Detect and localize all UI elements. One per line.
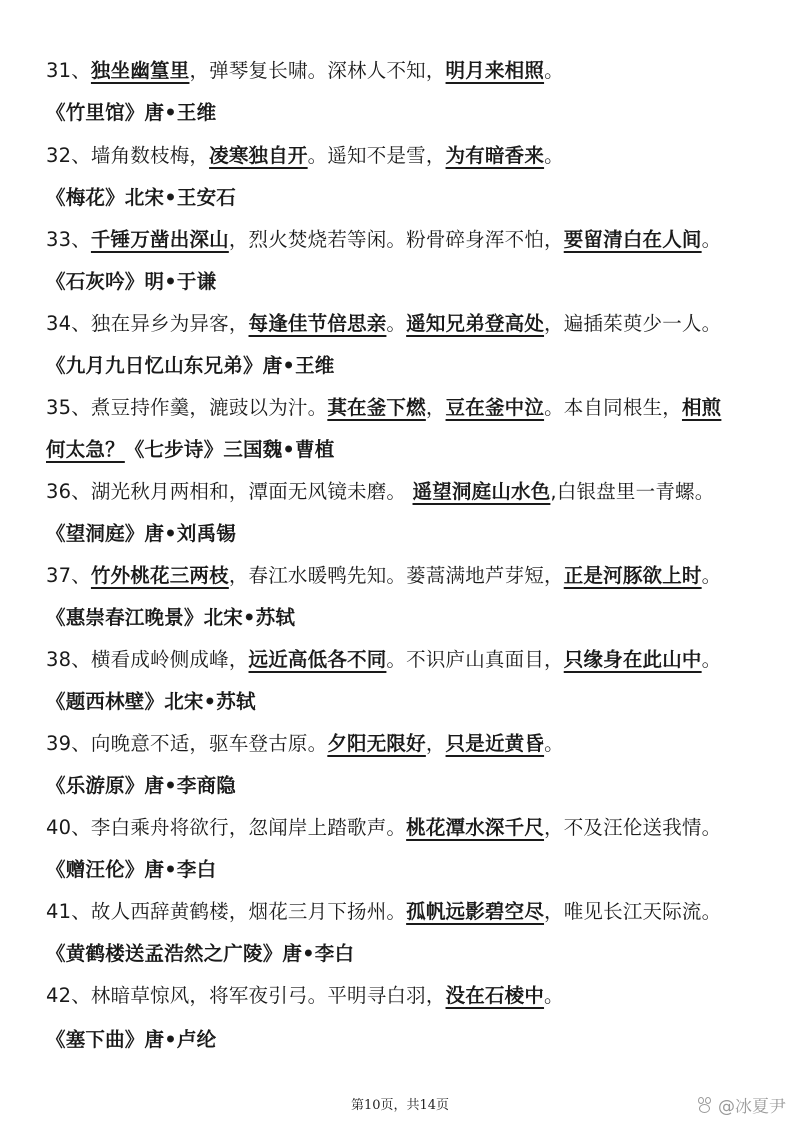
poem-line [46,227,760,253]
poem-line [46,395,760,421]
watermark [696,1092,786,1117]
poem-line [46,983,760,1009]
poem-line [46,143,760,169]
text-segment: 34、独在异乡为异客， [46,312,249,335]
highlighted-verse: 千锤万凿出深山 [90,228,229,251]
highlighted-verse: 桃花潭水深千尺 [406,816,545,839]
text-segment: 《塞下曲》唐•卢纶 [46,1028,217,1051]
highlighted-verse: 只是近黄昏 [445,732,545,755]
poem-source [46,857,760,883]
poem-line [46,815,760,841]
highlighted-verse: 为有暗香来 [445,144,545,167]
poem-source [46,521,760,547]
poem-line [46,563,760,589]
poem-source [46,1027,760,1053]
text-segment: 。 [544,984,564,1007]
text-segment: 。 [701,648,722,671]
text-segment: 42、林暗草惊风，将军夜引弓。平明寻白羽， [46,984,446,1007]
poem-source [46,100,760,126]
text-segment: 40、李白乘舟将欲行，忽闻岸上踏歌声。 [46,816,407,839]
poem-source [46,185,760,211]
paw-icon [696,1097,714,1113]
text-segment: 。不识庐山真面目， [386,648,564,671]
text-segment: 31、 [46,59,91,82]
highlighted-verse: 遥望洞庭山水色 [412,480,551,503]
text-segment: 38、横看成岭侧成峰， [46,648,249,671]
highlighted-verse: 只缘身在此山中 [563,648,702,671]
text-segment: 《石灰吟》明•于谦 [46,270,217,293]
text-segment: 35、煮豆持作羹，漉豉以为汁。 [46,396,328,419]
poem-line [46,647,760,673]
poem-line [46,479,760,505]
text-segment: 39、向晚意不适，驱车登古原。 [46,732,328,755]
text-segment: 《梅花》北宋•王安石 [46,186,236,209]
text-segment: ，唯见长江天际流。 [544,900,722,923]
highlighted-verse: 遥知兄弟登高处 [406,312,545,335]
highlighted-verse: 相煎 [681,396,722,419]
text-segment: 《竹里馆》唐•王维 [46,101,217,124]
highlighted-verse: 夕阳无限好 [327,732,426,755]
highlighted-verse: 正是河豚欲上时 [563,564,702,587]
highlighted-verse: 凌寒独自开 [209,144,308,167]
text-segment: ,白银盘里一青螺。 [550,480,715,503]
text-segment: 。 [544,732,564,755]
text-segment: ，弹琴复长啸。深林人不知， [189,59,446,82]
poem-source [46,605,760,631]
text-segment: ，遍插茱萸少一人。 [544,312,722,335]
text-segment: 。 [701,564,722,587]
text-segment: 《题西林壁》北宋•苏轼 [46,690,256,713]
poem-line [46,437,760,463]
poem-source [46,941,760,967]
text-segment: 。 [386,312,407,335]
poem-source [46,269,760,295]
poem-line [46,899,760,925]
text-segment: 《黄鹤楼送孟浩然之广陵》唐•李白 [46,942,355,965]
highlighted-verse: 独坐幽篁里 [90,59,190,82]
text-segment: 《望洞庭》唐•刘禹锡 [46,522,236,545]
text-segment: 《惠崇春江晚景》北宋•苏轼 [46,606,296,629]
text-segment: 《九月九日忆山东兄弟》唐•王维 [46,354,335,377]
highlighted-verse: 远近高低各不同 [248,648,387,671]
poem-source [46,689,760,715]
text-segment: 。 [544,144,564,167]
text-segment: ，春江水暖鸭先知。蒌蒿满地芦芽短， [228,564,564,587]
text-segment: 。 [701,228,722,251]
poem-line [46,58,760,84]
watermark-text: @冰夏尹 [718,1097,786,1117]
highlighted-verse: 要留清白在人间 [563,228,702,251]
text-segment: 32、墙角数枝梅， [46,144,210,167]
text-segment: ，不及汪伦送我情。 [544,816,722,839]
highlighted-verse: 豆在釜中泣 [445,396,545,419]
poem-source [46,773,760,799]
poem-line [46,731,760,757]
text-segment: 33、 [46,228,91,251]
text-segment: 36、湖光秋月两相和，潭面无风镜未磨。 [46,480,413,503]
highlighted-verse: 明月来相照 [445,59,545,82]
text-segment: 。遥知不是雪， [307,144,446,167]
text-segment: 。本自同根生， [544,396,682,419]
highlighted-verse: 没在石棱中 [445,984,545,1007]
text-segment: 。 [544,59,564,82]
text-segment: ， [425,732,446,755]
highlighted-verse: 竹外桃花三两枝 [90,564,229,587]
text-segment: 37、 [46,564,91,587]
highlighted-verse: 萁在釜下燃 [327,396,426,419]
text-segment: ，烈火焚烧若等闲。粉骨碎身浑不怕， [228,228,564,251]
highlighted-verse: 每逢佳节倍思亲 [248,312,387,335]
highlighted-verse: 何太急？ [46,438,125,461]
page-footer: 第10页，共14页 [350,1098,450,1113]
text-segment: ， [425,396,446,419]
text-segment: 《乐游原》唐•李商隐 [46,774,236,797]
text-segment: 《七步诗》三国魏•曹植 [124,438,335,461]
text-segment: 41、故人西辞黄鹤楼，烟花三月下扬州。 [46,900,407,923]
highlighted-verse: 孤帆远影碧空尽 [406,900,545,923]
poem-source [46,353,760,379]
text-segment: 《赠汪伦》唐•李白 [46,858,217,881]
poem-line [46,311,760,337]
